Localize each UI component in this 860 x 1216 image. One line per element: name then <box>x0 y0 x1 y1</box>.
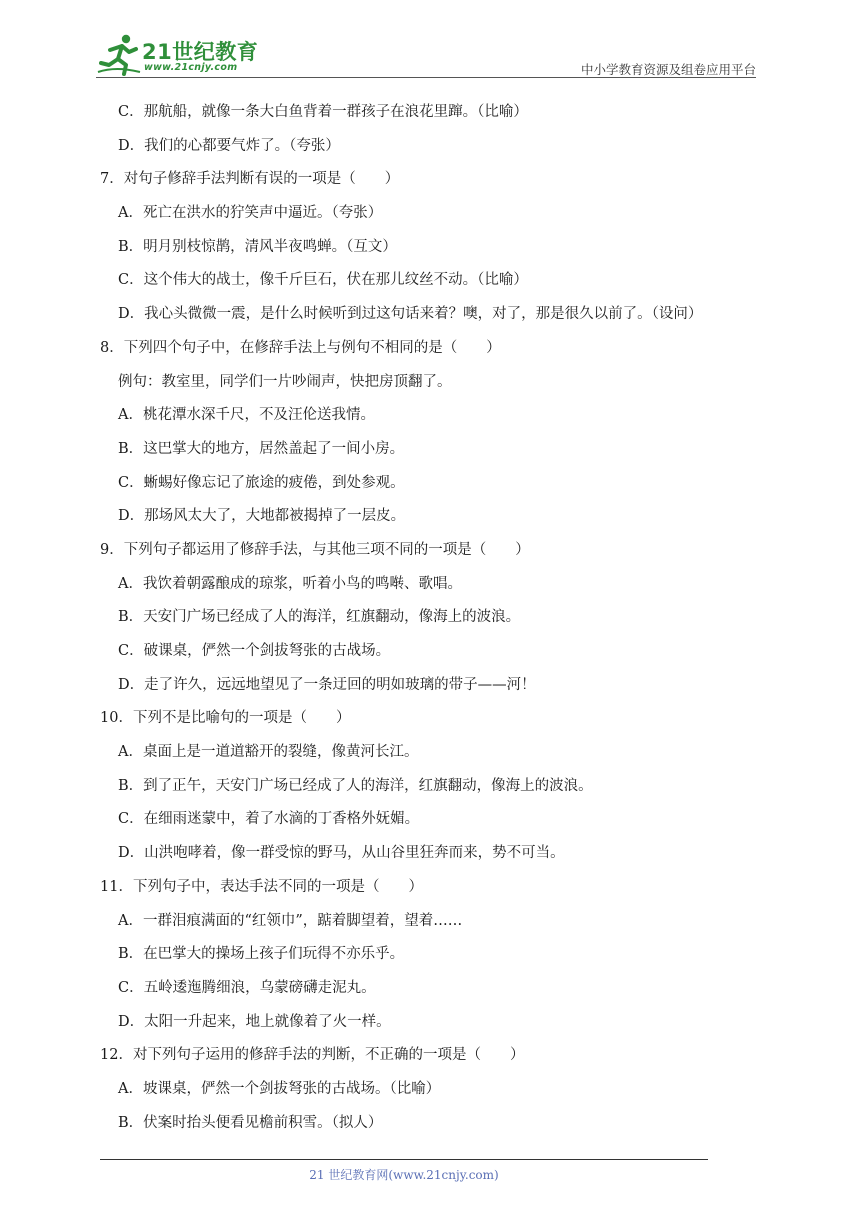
logo-text: 21世纪教育 <box>142 40 259 64</box>
question-stem: 11．下列句子中，表达手法不同的一项是（ ） <box>100 878 423 895</box>
answer-option: C．这个伟大的战士，像千斤巨石，伏在那儿纹丝不动。（比喻） <box>118 272 528 289</box>
answer-option: C．破课桌，俨然一个剑拔弩张的古战场。 <box>118 643 391 659</box>
page-header <box>0 0 860 82</box>
site-logo[interactable] <box>96 32 259 78</box>
answer-option: B．伏案时抬头便看见檐前积雪。（拟人） <box>118 1114 383 1131</box>
answer-option: A．桃花潭水深千尺，不及汪伦送我情。 <box>118 407 375 424</box>
question-stem: 12．对下列句子运用的修辞手法的判断，不正确的一项是（ ） <box>100 1047 525 1064</box>
question-content <box>100 96 780 1140</box>
footer-divider <box>100 1159 708 1160</box>
answer-option: D．太阳一升起来，地上就像着了火一样。 <box>118 1013 391 1030</box>
answer-option: C．那航船，就像一条大白鱼背着一群孩子在浪花里蹿。（比喻） <box>118 104 528 120</box>
answer-option: B．这巴掌大的地方，居然盖起了一间小房。 <box>118 440 405 457</box>
answer-option: D．走了许久，远远地望见了一条迂回的明如玻璃的带子——河！ <box>118 676 536 693</box>
runner-icon <box>96 32 142 78</box>
answer-option: C．在细雨迷蒙中，着了水滴的丁香格外妩媚。 <box>118 811 420 828</box>
header-divider <box>96 77 756 78</box>
answer-option: B．明月别枝惊鹊，清风半夜鸣蝉。（互文） <box>118 238 397 255</box>
answer-option: B．在巴掌大的操场上孩子们玩得不亦乐乎。 <box>118 946 405 963</box>
answer-option: A．我饮着朝露酿成的琼浆，听着小鸟的鸣啭、歌唱。 <box>118 575 462 592</box>
answer-option: D．那场风太大了，大地都被揭掉了一层皮。 <box>118 508 406 525</box>
question-stem: 7．对句子修辞手法判断有误的一项是（ ） <box>100 171 400 188</box>
answer-option: A．一群泪痕满面的“红领巾”，踮着脚望着，望着…… <box>118 912 463 929</box>
answer-option: D．山洪咆哮着，像一群受惊的野马，从山谷里狂奔而来，势不可当。 <box>118 845 565 862</box>
answer-option: A．坡课桌，俨然一个剑拔弩张的古战场。（比喻） <box>118 1080 441 1097</box>
question-stem: 8．下列四个句子中，在修辞手法上与例句不相同的是（ ） <box>100 339 501 356</box>
answer-option: D．我们的心都要气炸了。（夸张） <box>118 137 340 154</box>
answer-option: A．桌面上是一道道豁开的裂缝，像黄河长江。 <box>118 744 419 761</box>
platform-tagline: 中小学教育资源及组卷应用平台 <box>580 62 756 77</box>
answer-option: B．天安门广场已经成了人的海洋，红旗翻动，像海上的波浪。 <box>118 609 521 626</box>
logo-url: www.21cnjy.com <box>144 62 238 73</box>
answer-option: C．五岭逶迤腾细浪，乌蒙磅礴走泥丸。 <box>118 979 376 996</box>
question-stem: 10．下列不是比喻句的一项是（ ） <box>100 710 351 727</box>
answer-option: C．蜥蜴好像忘记了旅途的疲倦，到处参观。 <box>118 474 405 491</box>
answer-option: D．我心头微微一震，是什么时候听到过这句话来着？噢，对了，那是很久以前了。（设问） <box>118 306 703 323</box>
question-stem: 9．下列句子都运用了修辞手法，与其他三项不同的一项是（ ） <box>100 541 530 558</box>
answer-option: A．死亡在洪水的狞笑声中逼近。（夸张） <box>118 205 383 222</box>
answer-option: 例句：教室里，同学们一片吵闹声，快把房顶翻了。 <box>118 373 452 390</box>
answer-option: B．到了正午，天安门广场已经成了人的海洋，红旗翻动，像海上的波浪。 <box>118 777 593 794</box>
footer-source[interactable]: 21 世纪教育网(www.21cnjy.com) <box>309 1168 499 1182</box>
